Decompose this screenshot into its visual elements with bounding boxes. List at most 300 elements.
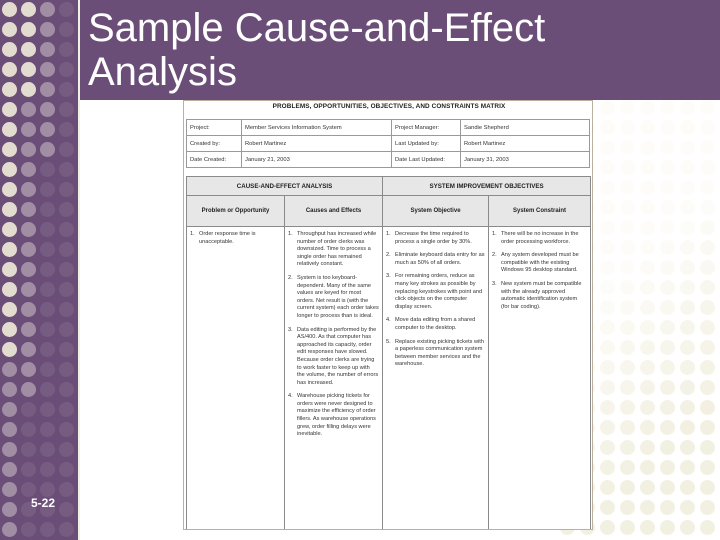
decorative-dot (2, 302, 17, 317)
decorative-dot (620, 360, 635, 375)
constraint-cell (489, 227, 591, 531)
decorative-dot (21, 522, 36, 537)
decorative-dot (59, 162, 74, 177)
decorative-dot (620, 140, 635, 155)
decorative-dot (40, 522, 55, 537)
decorative-dot (59, 522, 74, 537)
decorative-dot (59, 382, 74, 397)
item-text: Any system developed must be compatible with the existing Windows 95 desktop standard. (501, 252, 579, 274)
item-number: 4. (386, 317, 391, 324)
decorative-dot (620, 100, 635, 115)
decorative-dot (640, 280, 655, 295)
decorative-dot (40, 102, 55, 117)
list-item (492, 281, 587, 311)
decorative-dot (620, 400, 635, 415)
project-value: Member Services Information System (242, 120, 392, 136)
list-item (492, 231, 587, 246)
decorative-dot (59, 182, 74, 197)
item-text: Decrease the time required to process a single order by 30%. (395, 231, 472, 245)
decorative-dot (640, 240, 655, 255)
decorative-dot (600, 460, 615, 475)
updated-by-value: Robert Martinez (461, 136, 590, 152)
decorative-dot (40, 222, 55, 237)
project-label: Project: (187, 120, 242, 136)
decorative-dot (680, 480, 695, 495)
decorative-dot (660, 480, 675, 495)
decorative-dot (600, 300, 615, 315)
improvement-header: SYSTEM IMPROVEMENT OBJECTIVES (383, 177, 591, 196)
decorative-dot (59, 202, 74, 217)
item-text: Move data editing from a shared computer to the desktop. (395, 317, 476, 331)
decorative-dot (40, 162, 55, 177)
item-text: New system must be compatible with the already approved automatic identification system (for bar coding). (501, 280, 582, 310)
decorative-dot (2, 502, 17, 517)
decorative-dot (59, 422, 74, 437)
decorative-dot (40, 342, 55, 357)
slide-title: Sample Cause-and-Effect Analysis (88, 6, 546, 94)
decorative-dot (59, 342, 74, 357)
decorative-dot (640, 420, 655, 435)
decorative-dot (40, 382, 55, 397)
decorative-dot (2, 262, 17, 277)
list-item (288, 327, 379, 388)
item-number: 3. (288, 326, 293, 333)
decorative-dot (660, 180, 675, 195)
decorative-dot (2, 122, 17, 137)
decorative-dot (700, 420, 715, 435)
item-number: 5. (386, 338, 391, 345)
decorative-dot (620, 180, 635, 195)
decorative-dot (680, 500, 695, 515)
decorative-dot (600, 200, 615, 215)
decorative-dot (660, 200, 675, 215)
decorative-dot (59, 282, 74, 297)
decorative-dot (640, 400, 655, 415)
decorative-dot (700, 200, 715, 215)
decorative-dot (660, 320, 675, 335)
decorative-dot (59, 302, 74, 317)
decorative-dot (600, 520, 615, 535)
decorative-dot (600, 380, 615, 395)
decorative-dot (620, 500, 635, 515)
decorative-dot (680, 300, 695, 315)
decorative-dot (59, 322, 74, 337)
decorative-dot (660, 280, 675, 295)
decorative-dot (59, 2, 74, 17)
decorative-dot (700, 300, 715, 315)
item-number: 2. (492, 252, 497, 259)
cause-effect-matrix (186, 176, 591, 530)
decorative-dot (40, 82, 55, 97)
decorative-dot (600, 120, 615, 135)
item-text: System is too keyboard-dependent. Many of the same values are keyed for most orders. Net result is (with the current system) each order takes longer to process than is ideal. (297, 274, 379, 319)
info-row (187, 120, 590, 136)
decorative-dot (680, 120, 695, 135)
decorative-dot (40, 2, 55, 17)
decorative-dot (2, 102, 17, 117)
decorative-dot (600, 260, 615, 275)
decorative-dot (620, 480, 635, 495)
decorative-dot (40, 62, 55, 77)
decorative-dot (21, 162, 36, 177)
decorative-dot (680, 280, 695, 295)
list-item (386, 317, 485, 332)
decorative-dot (21, 442, 36, 457)
decorative-dot (700, 280, 715, 295)
decorative-dot (2, 382, 17, 397)
decorative-dot (700, 360, 715, 375)
decorative-dot (2, 342, 17, 357)
decorative-dot (680, 100, 695, 115)
decorative-dot (620, 120, 635, 135)
decorative-dot (660, 440, 675, 455)
document-figure (183, 100, 593, 530)
decorative-dot (59, 262, 74, 277)
decorative-dot (680, 400, 695, 415)
decorative-dot (680, 520, 695, 535)
decorative-dot (40, 42, 55, 57)
decorative-dot (2, 522, 17, 537)
decorative-dot (40, 22, 55, 37)
decorative-dot (21, 62, 36, 77)
decorative-dot (640, 340, 655, 355)
objective-cell (383, 227, 489, 531)
decorative-dot (680, 140, 695, 155)
decorative-dot (700, 480, 715, 495)
decorative-dot (680, 340, 695, 355)
decorative-dot (40, 142, 55, 157)
decorative-dot (21, 102, 36, 117)
decorative-dot (600, 420, 615, 435)
decorative-dot (2, 462, 17, 477)
item-text: Warehouse picking tickets for orders were never designed to maximize the efficiency of order fillers. As warehouse operations grew, order filling delays were inevitable. (297, 393, 376, 438)
decorative-dot (700, 220, 715, 235)
decorative-dot (620, 340, 635, 355)
decorative-dot (2, 482, 17, 497)
decorative-dot (600, 240, 615, 255)
matrix-body-row (187, 227, 591, 531)
decorative-dot (21, 42, 36, 57)
decorative-dot (21, 422, 36, 437)
decorative-dot (680, 440, 695, 455)
item-text: Throughput has increased while number of order clerks was downsized. Time to process a single order has remained relatively constant. (297, 231, 377, 268)
decorative-dot (660, 220, 675, 235)
decorative-dot (660, 160, 675, 175)
item-number: 1. (386, 231, 391, 237)
objective-column-header: System Objective (383, 196, 489, 227)
decorative-dot (2, 82, 17, 97)
info-row (187, 152, 590, 168)
list-item (288, 393, 379, 439)
item-number: 3. (386, 273, 391, 280)
decorative-dot (59, 502, 74, 517)
decorative-dot (2, 362, 17, 377)
decorative-dot (59, 22, 74, 37)
list-item (386, 252, 485, 267)
item-number: 3. (492, 280, 497, 287)
item-text: Order response time is unacceptable. (199, 231, 256, 245)
decorative-dot (21, 262, 36, 277)
column-header-row (187, 196, 591, 227)
decorative-dot (640, 320, 655, 335)
decorative-dot (40, 242, 55, 257)
decorative-dot (2, 282, 17, 297)
decorative-dot (600, 400, 615, 415)
decorative-dot (59, 482, 74, 497)
decorative-dot (2, 22, 17, 37)
decorative-dot (2, 2, 17, 17)
decorative-dot (59, 242, 74, 257)
item-number: 1. (288, 231, 293, 237)
decorative-dot (700, 100, 715, 115)
decorative-dot (660, 340, 675, 355)
decorative-dot (660, 460, 675, 475)
problem-cell (187, 227, 285, 531)
decorative-dot (21, 402, 36, 417)
decorative-dot (2, 222, 17, 237)
decorative-dot (59, 82, 74, 97)
decorative-dot (59, 442, 74, 457)
decorative-dot (620, 160, 635, 175)
decorative-dot (680, 420, 695, 435)
decorative-dot (660, 120, 675, 135)
decorative-dot (40, 182, 55, 197)
list-item (288, 275, 379, 321)
date-created-value: January 21, 2003 (242, 152, 392, 168)
item-number: 1. (190, 231, 195, 237)
decorative-dot (40, 302, 55, 317)
decorative-dot (700, 500, 715, 515)
decorative-dot (600, 140, 615, 155)
decorative-dot (21, 222, 36, 237)
decorative-dot (640, 500, 655, 515)
decorative-dot (620, 420, 635, 435)
decorative-dot (21, 462, 36, 477)
decorative-dot (21, 22, 36, 37)
decorative-dot (600, 340, 615, 355)
decorative-dot (640, 100, 655, 115)
cause-effect-header: CAUSE-AND-EFFECT ANALYSIS (187, 177, 383, 196)
item-number: 2. (288, 274, 293, 281)
item-text: For remaining orders, reduce as many key strokes as possible by replacing keystrokes with point and click objects on the computer display screen. (395, 273, 483, 310)
decorative-dot (640, 440, 655, 455)
decorative-dot (40, 262, 55, 277)
decorative-dot (600, 280, 615, 295)
decorative-dot (2, 242, 17, 257)
decorative-dot (600, 160, 615, 175)
decorative-dot (640, 460, 655, 475)
list-item (386, 339, 485, 369)
decorative-dot (640, 220, 655, 235)
causes-cell (285, 227, 383, 531)
decorative-dot (59, 462, 74, 477)
decorative-dot (59, 402, 74, 417)
decorative-dot (2, 202, 17, 217)
decorative-dot (700, 340, 715, 355)
decorative-dot (680, 260, 695, 275)
decorative-dot (660, 360, 675, 375)
decorative-dot (660, 380, 675, 395)
decorative-dot (640, 300, 655, 315)
group-header-row (187, 177, 591, 196)
decorative-dot (680, 200, 695, 215)
problem-column-header: Problem or Opportunity (187, 196, 285, 227)
created-by-value: Robert Martinez (242, 136, 392, 152)
date-created-label: Date Created: (187, 152, 242, 168)
decorative-dot (620, 240, 635, 255)
decorative-dot (59, 122, 74, 137)
decorative-dot (2, 442, 17, 457)
item-text: Data editing is performed by the AS/400. As that computer has approached its capacity, order edit responses have slowed. Because order clerks are trying to work faster to keep up with the volume, the number of errors has increased. (297, 326, 379, 386)
list-item (386, 273, 485, 311)
list-item (386, 231, 485, 246)
slide-number: 5-22 (31, 496, 56, 510)
decorative-dot (620, 220, 635, 235)
date-updated-label: Date Last Updated: (392, 152, 461, 168)
decorative-dot (21, 182, 36, 197)
decorative-dot (59, 142, 74, 157)
decorative-dot (2, 42, 17, 57)
info-row (187, 136, 590, 152)
decorative-dot (700, 260, 715, 275)
decorative-dot (40, 282, 55, 297)
decorative-dot (700, 160, 715, 175)
item-text: Replace existing picking tickets with a paperless communication system between member services and the warehouse. (395, 338, 484, 368)
decorative-dot (40, 482, 55, 497)
decorative-dot (640, 140, 655, 155)
constraint-column-header: System Constraint (489, 196, 591, 227)
decorative-dot (21, 302, 36, 317)
decorative-dot (700, 400, 715, 415)
decorative-dot (600, 180, 615, 195)
decorative-dot (2, 62, 17, 77)
decorative-dot (680, 240, 695, 255)
decorative-dot (700, 380, 715, 395)
decorative-dot (600, 500, 615, 515)
manager-label: Project Manager: (392, 120, 461, 136)
decorative-dot (40, 402, 55, 417)
decorative-dot (700, 460, 715, 475)
item-number: 4. (288, 393, 293, 400)
decorative-dot (640, 360, 655, 375)
item-number: 2. (386, 252, 391, 259)
decorative-dot (680, 360, 695, 375)
decorative-dot (600, 320, 615, 335)
decorative-dot (21, 322, 36, 337)
decorative-dot (660, 300, 675, 315)
decorative-dot (620, 440, 635, 455)
decorative-dot (21, 242, 36, 257)
decorative-dot (700, 520, 715, 535)
decorative-dot (700, 120, 715, 135)
decorative-dot (21, 202, 36, 217)
decorative-dot (660, 260, 675, 275)
decorative-dot (40, 442, 55, 457)
decorative-dot (680, 380, 695, 395)
decorative-dot (620, 260, 635, 275)
decorative-dot (600, 360, 615, 375)
decorative-dot (620, 380, 635, 395)
decorative-dot (2, 162, 17, 177)
decorative-dot (680, 160, 695, 175)
decorative-dot (660, 140, 675, 155)
decorative-dot (700, 320, 715, 335)
decorative-dot (40, 362, 55, 377)
decorative-dot (21, 362, 36, 377)
decorative-dot (700, 180, 715, 195)
decorative-dot (660, 420, 675, 435)
causes-column-header: Causes and Effects (285, 196, 383, 227)
decorative-dot (21, 2, 36, 17)
decorative-dot (620, 280, 635, 295)
decorative-dot (2, 322, 17, 337)
decorative-dot (40, 462, 55, 477)
decorative-dot (640, 200, 655, 215)
decorative-dot (620, 320, 635, 335)
decorative-dot (2, 422, 17, 437)
decorative-dot (620, 520, 635, 535)
decorative-dot (680, 180, 695, 195)
decorative-dot (21, 482, 36, 497)
list-item (190, 231, 281, 246)
decorative-dot (640, 160, 655, 175)
decorative-dot (40, 322, 55, 337)
decorative-dot (600, 480, 615, 495)
divider-line (78, 0, 80, 540)
decorative-dot (59, 362, 74, 377)
decorative-dot (600, 220, 615, 235)
decorative-dot (40, 422, 55, 437)
decorative-dot-pattern (0, 0, 78, 540)
decorative-dot (660, 400, 675, 415)
decorative-dot (700, 440, 715, 455)
date-updated-value: January 31, 2003 (461, 152, 590, 168)
decorative-dot (620, 200, 635, 215)
decorative-dot (59, 102, 74, 117)
decorative-dot (59, 62, 74, 77)
decorative-dot (21, 82, 36, 97)
decorative-dot (21, 282, 36, 297)
decorative-dot (40, 122, 55, 137)
created-by-label: Created by: (187, 136, 242, 152)
decorative-dot (21, 382, 36, 397)
decorative-dot (660, 520, 675, 535)
project-info-table (186, 119, 590, 168)
decorative-dot (640, 480, 655, 495)
decorative-dot (660, 100, 675, 115)
decorative-dot (59, 222, 74, 237)
decorative-dot (620, 460, 635, 475)
decorative-dot (680, 320, 695, 335)
manager-value: Sandie Shepherd (461, 120, 590, 136)
decorative-dot (2, 182, 17, 197)
item-number: 1. (492, 231, 497, 237)
decorative-dot (660, 240, 675, 255)
item-text: There will be no increase in the order processing workforce. (501, 231, 579, 245)
decorative-dot (2, 142, 17, 157)
document-heading: PROBLEMS, OPPORTUNITIES, OBJECTIVES, AND CONSTRAINTS MATRIX (272, 103, 506, 110)
decorative-dot (700, 140, 715, 155)
decorative-dot (620, 300, 635, 315)
decorative-dot (21, 122, 36, 137)
decorative-dot (2, 402, 17, 417)
decorative-dot (640, 120, 655, 135)
decorative-dot (680, 220, 695, 235)
list-item (288, 231, 379, 269)
list-item (492, 252, 587, 275)
decorative-dot (640, 260, 655, 275)
decorative-dot (700, 240, 715, 255)
